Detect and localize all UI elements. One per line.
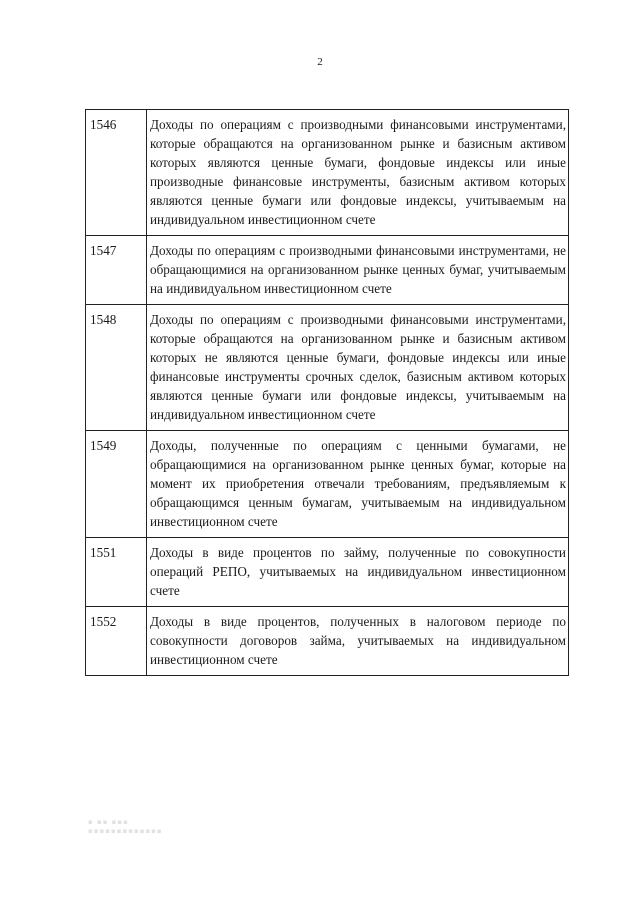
income-description-cell: Доходы, полученные по операциям с ценными бумагами, не обращающимися на организованном рынке ценных бумаг, которые на момент их приобретения отвечали требованиям, предъявляемым к обращающимся ценным бумагам, учитываемым на индивидуальном инвестиционном счете [147, 431, 569, 538]
income-description-cell: Доходы по операциям с производными финансовыми инструментами, не обращающимися на организованном рынке ценных бумаг, учитываемым на индивидуальном инвестиционном счете [147, 236, 569, 305]
table-row [86, 305, 569, 431]
table-row [86, 431, 569, 538]
income-code-cell: 1551 [86, 538, 147, 607]
income-description-cell: Доходы в виде процентов по займу, полученные по совокупности операций РЕПО, учитываемых на индивидуальном инвестиционном счете [147, 538, 569, 607]
income-code-cell: 1548 [86, 305, 147, 431]
income-code-cell: 1549 [86, 431, 147, 538]
income-description-cell: Доходы по операциям с производными финансовыми инструментами, которые обращаются на организованном рынке и базисным активом которых являются ценные бумаги, фондовые индексы или иные производные финансовые инструменты, базисным активом которых являются ценные бумаги или фондовые индексы, учитываемым на индивидуальном инвестиционном счете [147, 110, 569, 236]
income-code-cell: 1546 [86, 110, 147, 236]
income-code-cell: 1552 [86, 607, 147, 676]
table-row [86, 607, 569, 676]
table-row [86, 110, 569, 236]
income-description-cell: Доходы в виде процентов, полученных в налоговом периоде по совокупности договоров займа, учитываемых на индивидуальном инвестиционном счете [147, 607, 569, 676]
page-number: 2 [317, 56, 323, 68]
income-code-cell: 1547 [86, 236, 147, 305]
table-row [86, 236, 569, 305]
income-description-cell: Доходы по операциям с производными финансовыми инструментами, которые обращаются на организованном рынке и базисным активом которых не являются ценные бумаги, фондовые индексы или иные финансовые инструменты срочных сделок, базисным активом которых являются ценные бумаги или фондовые индексы, учитываемым на индивидуальном инвестиционном счете [147, 305, 569, 431]
income-codes-table [85, 109, 569, 676]
table-row [86, 538, 569, 607]
faint-registration-stamp: ▪ ▪▪ ▪▪▪ ▪▪▪▪▪▪▪▪▪▪▪▪▪ [88, 818, 163, 835]
